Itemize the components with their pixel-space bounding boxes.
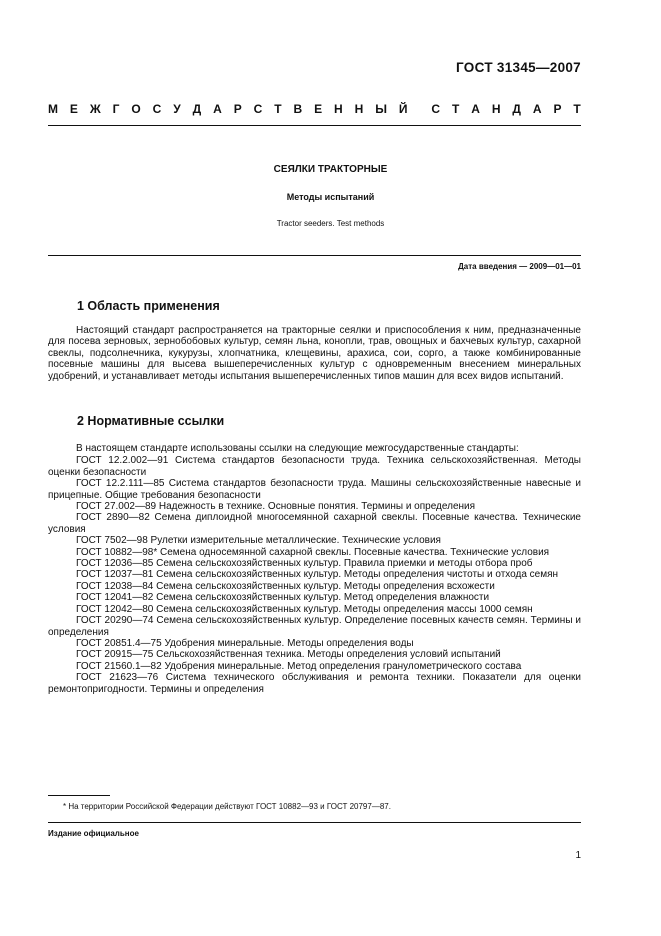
reference-item: ГОСТ 12.2.002—91 Система стандартов безопасности труда. Техника сельскохозяйственная. Методы оценки безопасности	[48, 455, 581, 478]
banner-letter: А	[532, 102, 542, 116]
banner-letter: Е	[69, 102, 78, 116]
header-rule	[48, 125, 581, 126]
edition-label: Издание официальное	[48, 829, 139, 838]
banner-letter: Й	[398, 102, 408, 116]
banner-letter: В	[293, 102, 303, 116]
section-2-heading: 2 Нормативные ссылки	[77, 414, 225, 428]
banner-letter: М	[48, 102, 58, 116]
banner-letter: Р	[553, 102, 562, 116]
reference-item: ГОСТ 12036—85 Семена сельскохозяйственных культур. Правила приемки и методы отбора проб	[76, 558, 533, 570]
document-title-english: Tractor seeders. Test methods	[276, 219, 385, 228]
banner-letter: Р	[233, 102, 242, 116]
banner-letter: Ы	[375, 102, 387, 116]
banner-letter: Н	[354, 102, 364, 116]
reference-item: ГОСТ 20915—75 Сельскохозяйственная техника. Методы определения условий испытаний	[76, 649, 501, 661]
banner-letter: Г	[112, 102, 120, 116]
reference-item: ГОСТ 12.2.111—85 Система стандартов безопасности труда. Машины сельскохозяйственные навесные и прицепные. Общие требования безопасности	[48, 478, 581, 501]
banner-letter: Т	[573, 102, 581, 116]
banner-letter: О	[131, 102, 141, 116]
reference-item: ГОСТ 7502—98 Рулетки измерительные металлические. Технические условия	[76, 535, 441, 547]
reference-item: ГОСТ 20290—74 Семена сельскохозяйственных культур. Определение посевных качеств семян. Термины и определения	[48, 615, 581, 638]
footnote-rule	[48, 795, 110, 796]
reference-item: ГОСТ 27.002—89 Надежность в технике. Основные понятия. Термины и определения	[76, 501, 476, 513]
footnote: * На территории Российской Федерации действуют ГОСТ 10882—93 и ГОСТ 20797—87.	[63, 802, 391, 811]
section-1-paragraph: Настоящий стандарт распространяется на тракторные сеялки и приспособления к ним, предназначенные для посева зерновых, зернобобовых культур, семян льна, конопли, трав, овощных и бахчевых культур, сахарной свеклы, подсолнечника, кукурузы, хлопчатника, клещевины, арахиса, сои, сорго, а также комбинированные посевные машины для высева вышеперечисленных культур с одновременным внесением минеральных удобрений, и устанавливает методы испытания вышеперечисленных типов машин для всех видов испытаний.	[48, 325, 581, 382]
banner-letter: С	[152, 102, 162, 116]
intro-date: Дата введения — 2009—01—01	[458, 262, 581, 271]
reference-item: ГОСТ 12042—80 Семена сельскохозяйственных культур. Методы определения массы 1000 семян	[76, 603, 533, 615]
banner-letter: Т	[274, 102, 282, 116]
reference-item: ГОСТ 20851.4—75 Удобрения минеральные. Методы определения воды	[76, 637, 414, 649]
banner-letter: Т	[451, 102, 460, 116]
banner-letter: А	[213, 102, 222, 116]
banner-letter: А	[471, 102, 480, 116]
banner-letter: Ж	[89, 102, 101, 116]
banner-letter: Н	[334, 102, 343, 116]
references-intro: В настоящем стандарте использованы ссылки на следующие межгосударственные стандарты:	[76, 443, 519, 454]
reference-item: ГОСТ 10882—98* Семена односемянной сахарной свеклы. Посевные качества. Технические условия	[76, 546, 550, 558]
reference-item: ГОСТ 12037—81 Семена сельскохозяйственных культур. Методы определения чистоты и отхода семян	[76, 569, 559, 581]
banner-letter: С	[253, 102, 263, 116]
document-id: ГОСТ 31345—2007	[456, 60, 581, 75]
banner-letter: С	[431, 102, 441, 116]
reference-list	[48, 455, 581, 695]
banner-letter: У	[173, 102, 181, 116]
reference-item: ГОСТ 2890—82 Семена диплоидной многосемянной сахарной свеклы. Посевные качества. Технические условия	[48, 512, 581, 535]
banner-letter: Н	[491, 102, 501, 116]
reference-item: ГОСТ 21623—76 Система технического обслуживания и ремонта техники. Показатели для оценки ремонтопригодности. Термины и определения	[48, 672, 581, 695]
section-1-heading: 1 Область применения	[77, 299, 220, 313]
header-banner	[48, 102, 581, 116]
banner-letter: Д	[192, 102, 202, 116]
document-title: СЕЯЛКИ ТРАКТОРНЫЕ	[273, 164, 388, 175]
edition-rule	[48, 822, 581, 823]
title-rule	[48, 255, 581, 256]
banner-letter: Е	[314, 102, 323, 116]
reference-item: ГОСТ 21560.1—82 Удобрения минеральные. Метод определения гранулометрического состава	[76, 660, 522, 672]
banner-letter: Д	[512, 102, 521, 116]
document-subtitle: Методы испытаний	[286, 192, 375, 202]
reference-item: ГОСТ 12038—84 Семена сельскохозяйственных культур. Методы определения всхожести	[76, 580, 495, 592]
reference-item: ГОСТ 12041—82 Семена сельскохозяйственных культур. Метод определения влажности	[76, 592, 490, 604]
normative-references	[48, 443, 581, 695]
page-number: 1	[575, 850, 581, 861]
